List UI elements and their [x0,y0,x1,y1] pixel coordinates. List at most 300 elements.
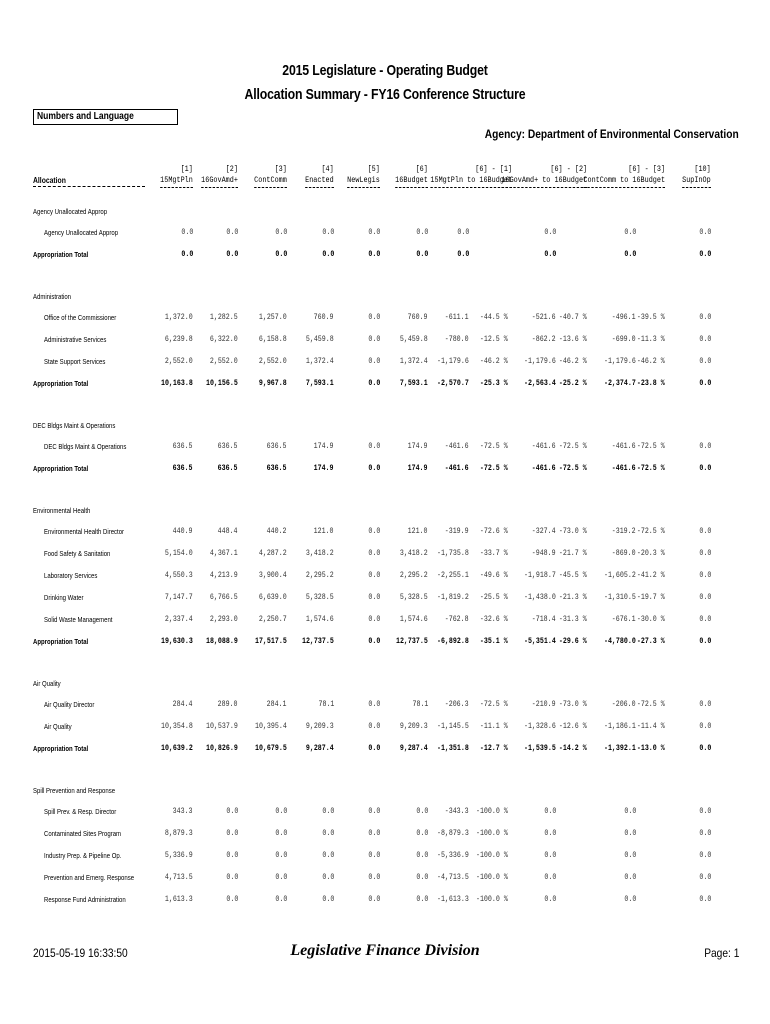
table-cell: -461.6 [445,441,469,451]
table-cell: 4,213.9 [210,570,238,580]
table-cell: 0.0 [368,570,380,580]
column-header-name: 16GovAmd+ to 16Budget [501,175,587,188]
table-cell: -1,179.6 [524,356,556,366]
table-cell: 0.0 [544,850,556,860]
table-cell: 0.0 [544,806,556,816]
table-row-label: Drinking Water [44,593,84,602]
table-row-label: Office of the Commissioner [44,313,117,322]
table-cell: -72.5 % [637,441,665,451]
table-cell: 0.0 [699,721,711,731]
table-cell: -948.9 [532,548,556,558]
table-cell: -72.5 % [559,463,587,473]
table-cell: -343.3 [445,806,469,816]
column-header-number: [3] [274,164,287,174]
table-cell: 7,593.1 [306,378,334,388]
table-cell: 0.0 [699,806,711,816]
table-cell: 10,395.4 [255,721,287,731]
table-cell: 0.0 [544,872,556,882]
table-cell: 10,639.2 [161,743,193,753]
table-cell: 440.9 [173,526,193,536]
table-cell: 0.0 [368,378,380,388]
table-cell: 0.0 [322,806,334,816]
table-cell: 0.0 [368,441,380,451]
table-cell: 0.0 [416,227,428,237]
table-cell: 6,322.0 [210,334,238,344]
table-cell: -5,351.4 [524,636,556,646]
numbers-language-box [33,109,178,125]
table-cell: 0.0 [699,872,711,882]
table-cell: -45.5 % [559,570,587,580]
table-cell: -72.6 % [480,526,508,536]
table-cell: 0.0 [368,743,380,753]
table-cell: 0.0 [416,850,428,860]
table-cell: 284.1 [267,699,287,709]
table-cell: 6,239.8 [165,334,193,344]
table-cell: -1,605.2 [604,570,636,580]
table-cell: 0.0 [699,378,711,388]
appropriation-total-label: Appropriation Total [33,637,89,646]
table-cell: -46.2 % [559,356,587,366]
table-cell: 78.1 [412,699,428,709]
column-header-name: 16GovAmd+ [201,175,238,188]
table-cell: -12.6 % [559,721,587,731]
table-cell: -6,892.8 [437,636,469,646]
column-header [583,164,665,188]
table-cell: 0.0 [368,312,380,322]
report-title: 2015 Legislature - Operating Budget [282,62,488,79]
table-cell: 0.0 [368,894,380,904]
table-cell: 0.0 [322,850,334,860]
table-cell: 0.0 [275,828,287,838]
table-cell: -1,351.8 [437,743,469,753]
table-cell: -327.4 [532,526,556,536]
table-cell: -27.3 % [637,636,665,646]
table-cell: -35.1 % [480,636,508,646]
table-cell: 0.0 [624,828,636,838]
column-header-name: SupInOp [682,175,711,188]
table-cell: 0.0 [226,828,238,838]
table-cell: 0.0 [368,872,380,882]
table-cell: 10,537.9 [206,721,238,731]
table-cell: 6,158.8 [259,334,287,344]
table-cell: 0.0 [699,570,711,580]
table-cell: 2,250.7 [259,614,287,624]
table-cell: -100.0 % [476,850,508,860]
table-cell: 5,154.0 [165,548,193,558]
table-cell: -13.0 % [637,743,665,753]
table-cell: -2,563.4 [524,378,556,388]
table-cell: -72.5 % [480,463,508,473]
table-cell: 760.9 [314,312,334,322]
table-cell: 0.0 [699,699,711,709]
column-header-number: [6] - [2] [550,164,587,174]
table-cell: -718.4 [532,614,556,624]
table-cell: -5,336.9 [437,850,469,860]
table-cell: 0.0 [699,334,711,344]
table-cell: 4,550.3 [165,570,193,580]
table-cell: -206.3 [445,699,469,709]
table-cell: -11.3 % [637,334,665,344]
table-cell: -100.0 % [476,872,508,882]
table-cell: 636.5 [267,441,287,451]
table-cell: 0.0 [624,249,636,259]
table-cell: -33.7 % [480,548,508,558]
table-cell: -41.2 % [637,570,665,580]
table-cell: -72.5 % [637,526,665,536]
table-cell: 0.0 [624,872,636,882]
table-cell: 9,209.3 [400,721,428,731]
table-cell: 1,372.0 [165,312,193,322]
table-cell: 121.0 [314,526,334,536]
table-cell: 0.0 [699,636,711,646]
table-cell: -72.5 % [637,463,665,473]
column-header-name: ContComm [254,175,287,188]
table-row-label: Agency Unallocated Approp [44,228,119,237]
table-cell: 2,552.0 [165,356,193,366]
table-cell: -1,310.5 [604,592,636,602]
table-row-label: Solid Waste Management [44,615,113,624]
table-cell: 0.0 [457,249,469,259]
table-cell: 760.9 [408,312,428,322]
table-cell: -862.2 [532,334,556,344]
table-cell: 0.0 [368,227,380,237]
table-cell: -461.6 [532,463,556,473]
table-cell: 0.0 [699,227,711,237]
table-cell: -73.0 % [559,699,587,709]
table-cell: -4,780.0 [604,636,636,646]
table-cell: 440.2 [267,526,287,536]
appropriation-total-label: Appropriation Total [33,379,89,388]
table-cell: 0.0 [416,872,428,882]
table-cell: -699.0 [612,334,636,344]
table-cell: -23.8 % [637,378,665,388]
table-cell: -1,179.6 [437,356,469,366]
table-cell: -12.7 % [480,743,508,753]
table-cell: -46.2 % [480,356,508,366]
table-cell: 0.0 [416,806,428,816]
table-cell: 343.3 [173,806,193,816]
table-cell: 17,517.5 [255,636,287,646]
table-cell: 0.0 [322,828,334,838]
table-cell: -611.1 [445,312,469,322]
table-cell: -11.4 % [637,721,665,731]
report-subtitle: Allocation Summary - FY16 Conference Structure [244,86,526,103]
table-cell: 10,354.8 [161,721,193,731]
table-cell: -1,539.5 [524,743,556,753]
table-cell: 0.0 [275,872,287,882]
table-cell: 0.0 [416,249,428,259]
table-cell: 19,630.3 [161,636,193,646]
column-header [254,164,287,188]
table-cell: -496.1 [612,312,636,322]
table-cell: 10,826.9 [206,743,238,753]
table-cell: 5,328.5 [306,592,334,602]
table-cell: 9,967.8 [259,378,287,388]
table-cell: 289.0 [218,699,238,709]
table-cell: 0.0 [368,548,380,558]
table-cell: 0.0 [322,872,334,882]
table-row-label: Laboratory Services [44,571,98,580]
table-cell: 0.0 [416,828,428,838]
table-cell: 1,372.4 [306,356,334,366]
table-cell: 0.0 [699,592,711,602]
table-cell: -461.6 [612,463,636,473]
table-cell: -13.6 % [559,334,587,344]
table-cell: -2,255.1 [437,570,469,580]
table-cell: -30.0 % [637,614,665,624]
table-cell: 3,418.2 [306,548,334,558]
footer-division: Legislative Finance Division [290,942,480,959]
table-cell: 0.0 [699,441,711,451]
table-row-label: Industry Prep. & Pipeline Op. [44,851,122,860]
table-cell: -676.1 [612,614,636,624]
table-cell: -206.0 [612,699,636,709]
column-header-number: [6] - [1] [475,164,512,174]
table-cell: 0.0 [226,894,238,904]
table-cell: -461.6 [445,463,469,473]
table-cell: 18,088.9 [206,636,238,646]
column-header [347,164,380,188]
table-cell: 0.0 [544,249,556,259]
table-cell: 284.4 [173,699,193,709]
column-header [305,164,334,188]
column-header-name: ContComm to 16Budget [583,175,665,188]
table-cell: 0.0 [368,850,380,860]
column-header-name: 15MgtPln [160,175,193,188]
table-cell: 3,418.2 [400,548,428,558]
table-cell: 9,287.4 [400,743,428,753]
table-row-label: Air Quality [44,722,72,731]
table-cell: -869.0 [612,548,636,558]
table-cell: 1,282.5 [210,312,238,322]
appropriation-total-label: Appropriation Total [33,250,89,259]
table-cell: 0.0 [181,249,193,259]
numbers-language-label: Numbers and Language [37,111,134,122]
table-cell: 0.0 [226,872,238,882]
table-cell: 0.0 [275,850,287,860]
table-cell: -1,328.6 [524,721,556,731]
table-cell: 0.0 [544,227,556,237]
table-cell: 0.0 [416,894,428,904]
column-header [160,164,193,188]
table-row-label: State Support Services [44,357,106,366]
table-cell: -32.6 % [480,614,508,624]
table-cell: -21.7 % [559,548,587,558]
table-row-label: Contaminated Sites Program [44,829,122,838]
table-cell: 6,766.5 [210,592,238,602]
table-cell: 0.0 [368,334,380,344]
section-title: DEC Bldgs Maint & Operations [33,421,116,430]
table-cell: 0.0 [368,463,380,473]
table-cell: 7,147.7 [165,592,193,602]
table-cell: -1,613.3 [437,894,469,904]
table-cell: 0.0 [544,894,556,904]
table-cell: -72.5 % [559,441,587,451]
table-cell: -1,819.2 [437,592,469,602]
table-cell: -46.2 % [637,356,665,366]
table-cell: -319.9 [445,526,469,536]
column-header-name: 15MgtPln to 16Budget [430,175,512,188]
column-header-number: [1] [180,164,193,174]
footer-date: 2015-05-19 16:33:50 [33,946,128,960]
table-cell: 0.0 [368,699,380,709]
column-header [395,164,428,188]
table-cell: -11.1 % [480,721,508,731]
table-cell: 3,900.4 [259,570,287,580]
column-header [501,164,587,188]
table-cell: -100.0 % [476,894,508,904]
table-cell: -73.0 % [559,526,587,536]
table-row-label: Prevention and Emerg. Response [44,873,135,882]
table-cell: 0.0 [226,806,238,816]
table-cell: 0.0 [624,806,636,816]
table-cell: -2,570.7 [437,378,469,388]
table-cell: 0.0 [699,356,711,366]
table-cell: 0.0 [457,227,469,237]
table-cell: -100.0 % [476,828,508,838]
table-cell: -1,186.1 [604,721,636,731]
table-cell: 174.9 [314,441,334,451]
table-cell: 2,552.0 [259,356,287,366]
table-cell: 0.0 [699,312,711,322]
table-cell: -12.5 % [480,334,508,344]
table-cell: -19.7 % [637,592,665,602]
table-cell: 12,737.5 [302,636,334,646]
table-cell: 121.0 [408,526,428,536]
column-header [201,164,238,188]
table-cell: -72.5 % [480,441,508,451]
table-cell: -1,918.7 [524,570,556,580]
table-cell: 7,593.1 [400,378,428,388]
table-cell: -25.2 % [559,378,587,388]
agency-label: Agency: Department of Environmental Conservation [485,127,739,141]
table-cell: 174.9 [314,463,334,473]
table-cell: -100.0 % [476,806,508,816]
table-cell: -72.5 % [480,699,508,709]
table-cell: 0.0 [181,227,193,237]
table-cell: 0.0 [699,548,711,558]
table-cell: 2,295.2 [306,570,334,580]
table-cell: 4,367.1 [210,548,238,558]
table-cell: 5,459.8 [306,334,334,344]
table-cell: 0.0 [699,463,711,473]
table-cell: 0.0 [699,850,711,860]
table-cell: -762.8 [445,614,469,624]
table-cell: -8,879.3 [437,828,469,838]
column-header-name: NewLegis [347,175,380,188]
table-cell: 0.0 [624,227,636,237]
table-cell: 5,336.9 [165,850,193,860]
table-row-label: Air Quality Director [44,700,95,709]
table-cell: 636.5 [218,463,238,473]
section-title: Administration [33,292,72,301]
table-row-label: Response Fund Administration [44,895,126,904]
table-cell: 0.0 [226,850,238,860]
table-cell: 1,372.4 [400,356,428,366]
table-cell: 1,574.6 [400,614,428,624]
section-title: Spill Prevention and Response [33,786,116,795]
table-cell: 8,879.3 [165,828,193,838]
table-cell: -31.3 % [559,614,587,624]
table-cell: 0.0 [699,249,711,259]
table-cell: 5,459.8 [400,334,428,344]
table-cell: 448.4 [218,526,238,536]
section-title: Agency Unallocated Approp [33,207,108,216]
table-cell: -20.3 % [637,548,665,558]
column-header [430,164,512,188]
table-cell: 2,293.0 [210,614,238,624]
table-cell: -319.2 [612,526,636,536]
appropriation-total-label: Appropriation Total [33,464,89,473]
table-cell: 636.5 [267,463,287,473]
column-header [682,164,711,188]
table-cell: 0.0 [275,894,287,904]
table-cell: -521.6 [532,312,556,322]
table-cell: 174.9 [408,463,428,473]
table-cell: 636.5 [173,441,193,451]
table-cell: 636.5 [218,441,238,451]
table-cell: 0.0 [368,636,380,646]
table-cell: -1,145.5 [437,721,469,731]
table-cell: 0.0 [368,614,380,624]
table-cell: 0.0 [699,828,711,838]
table-cell: 0.0 [699,894,711,904]
table-cell: -14.2 % [559,743,587,753]
column-header-name: Enacted [305,175,334,188]
table-cell: -1,735.8 [437,548,469,558]
table-cell: -25.3 % [480,378,508,388]
table-cell: 0.0 [368,721,380,731]
section-title: Environmental Health [33,506,91,515]
table-cell: 1,257.0 [259,312,287,322]
table-cell: -4,713.5 [437,872,469,882]
table-cell: 2,337.4 [165,614,193,624]
table-cell: 0.0 [322,227,334,237]
table-cell: -21.3 % [559,592,587,602]
column-header-name: 16Budget [395,175,428,188]
table-cell: 9,209.3 [306,721,334,731]
table-cell: 1,574.6 [306,614,334,624]
table-cell: 0.0 [699,526,711,536]
table-cell: 0.0 [275,249,287,259]
table-cell: -780.0 [445,334,469,344]
table-row-label: DEC Bldgs Maint & Operations [44,442,127,451]
table-cell: 0.0 [275,227,287,237]
column-header-number: [2] [225,164,238,174]
table-cell: -72.5 % [637,699,665,709]
table-cell: -1,392.1 [604,743,636,753]
column-header-number: [6] [415,164,428,174]
table-row-label: Administrative Services [44,335,107,344]
table-cell: 6,639.0 [259,592,287,602]
table-cell: 0.0 [322,249,334,259]
table-cell: -1,179.6 [604,356,636,366]
table-cell: 0.0 [624,850,636,860]
table-cell: 4,287.2 [259,548,287,558]
table-cell: -44.5 % [480,312,508,322]
table-cell: -39.5 % [637,312,665,322]
table-cell: 1,613.3 [165,894,193,904]
table-cell: 2,552.0 [210,356,238,366]
table-cell: 2,295.2 [400,570,428,580]
table-cell: 5,328.5 [400,592,428,602]
table-cell: -2,374.7 [604,378,636,388]
table-cell: -1,438.0 [524,592,556,602]
table-cell: -29.6 % [559,636,587,646]
footer-page: Page: 1 [703,946,739,960]
allocation-underline [33,186,145,187]
table-cell: 10,679.5 [255,743,287,753]
